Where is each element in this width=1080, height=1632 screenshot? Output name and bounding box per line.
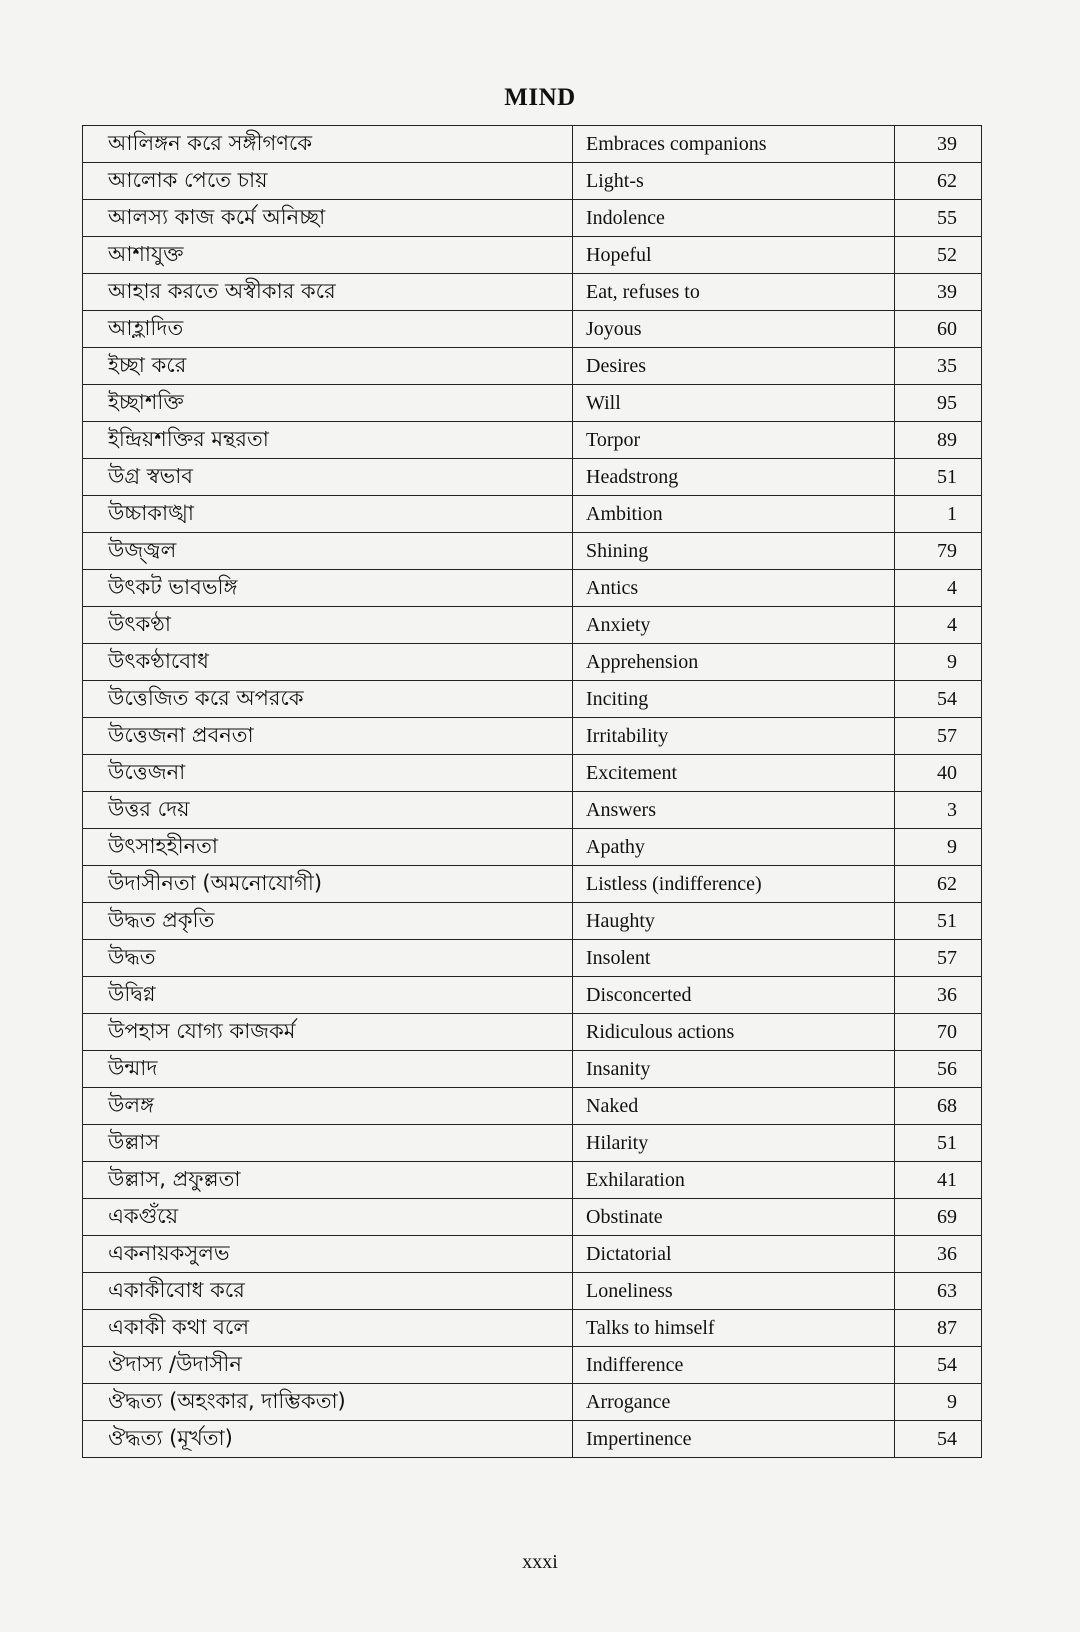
table-row xyxy=(83,385,982,422)
bengali-term-cell: উল্লাস xyxy=(83,1125,573,1162)
english-term-cell: Indifference xyxy=(573,1347,895,1384)
page-reference-cell: 79 xyxy=(895,533,982,570)
page-reference-cell: 70 xyxy=(895,1014,982,1051)
table-row xyxy=(83,570,982,607)
english-term-cell: Obstinate xyxy=(573,1199,895,1236)
page-reference-cell: 95 xyxy=(895,385,982,422)
page-reference-cell: 41 xyxy=(895,1162,982,1199)
bengali-term-cell: উলঙ্গ xyxy=(83,1088,573,1125)
table-row xyxy=(83,1310,982,1347)
table-row xyxy=(83,311,982,348)
bengali-term-cell: উদ্ধত xyxy=(83,940,573,977)
english-term-cell: Inciting xyxy=(573,681,895,718)
page-reference-cell: 1 xyxy=(895,496,982,533)
page-reference-cell: 51 xyxy=(895,459,982,496)
page-reference-cell: 3 xyxy=(895,792,982,829)
table-row xyxy=(83,866,982,903)
table-row xyxy=(83,718,982,755)
page-reference-cell: 57 xyxy=(895,718,982,755)
page-reference-cell: 89 xyxy=(895,422,982,459)
bengali-term-cell: উত্তেজনা প্রবনতা xyxy=(83,718,573,755)
bengali-term-cell: উদ্বিগ্ন xyxy=(83,977,573,1014)
bengali-term-cell: আলিঙ্গন করে সঙ্গীগণকে xyxy=(83,126,573,163)
page-reference-cell: 69 xyxy=(895,1199,982,1236)
bengali-term-cell: একাকী কথা বলে xyxy=(83,1310,573,1347)
english-term-cell: Apathy xyxy=(573,829,895,866)
page-reference-cell: 39 xyxy=(895,126,982,163)
table-row xyxy=(83,422,982,459)
page-reference-cell: 36 xyxy=(895,977,982,1014)
bengali-term-cell: ঔদ্ধত্য (মূর্খতা) xyxy=(83,1421,573,1458)
english-term-cell: Indolence xyxy=(573,200,895,237)
page-reference-cell: 36 xyxy=(895,1236,982,1273)
bengali-term-cell: উদ্ধত প্রকৃতি xyxy=(83,903,573,940)
page-reference-cell: 63 xyxy=(895,1273,982,1310)
english-term-cell: Insanity xyxy=(573,1051,895,1088)
page-reference-cell: 9 xyxy=(895,1384,982,1421)
bengali-term-cell: উৎসাহহীনতা xyxy=(83,829,573,866)
page-reference-cell: 87 xyxy=(895,1310,982,1347)
table-row xyxy=(83,1199,982,1236)
table-row xyxy=(83,200,982,237)
page-reference-cell: 40 xyxy=(895,755,982,792)
table-row xyxy=(83,533,982,570)
table-row xyxy=(83,1273,982,1310)
english-term-cell: Torpor xyxy=(573,422,895,459)
page-reference-cell: 57 xyxy=(895,940,982,977)
page-reference-cell: 60 xyxy=(895,311,982,348)
english-term-cell: Eat, refuses to xyxy=(573,274,895,311)
english-term-cell: Answers xyxy=(573,792,895,829)
bengali-term-cell: উল্লাস, প্রফুল্লতা xyxy=(83,1162,573,1199)
bengali-term-cell: উৎকট ভাবভঙ্গি xyxy=(83,570,573,607)
table-row xyxy=(83,1347,982,1384)
english-term-cell: Ridiculous actions xyxy=(573,1014,895,1051)
bengali-term-cell: উপহাস যোগ্য কাজকর্ম xyxy=(83,1014,573,1051)
english-term-cell: Irritability xyxy=(573,718,895,755)
table-row xyxy=(83,977,982,1014)
page-title: MIND xyxy=(504,84,576,111)
english-term-cell: Antics xyxy=(573,570,895,607)
bengali-term-cell: ঔদ্ধত্য (অহংকার, দাম্ভিকতা) xyxy=(83,1384,573,1421)
page-reference-cell: 56 xyxy=(895,1051,982,1088)
page-reference-cell: 39 xyxy=(895,274,982,311)
english-term-cell: Shining xyxy=(573,533,895,570)
bengali-term-cell: উন্মাদ xyxy=(83,1051,573,1088)
english-term-cell: Loneliness xyxy=(573,1273,895,1310)
table-row xyxy=(83,1384,982,1421)
table-row xyxy=(83,163,982,200)
english-term-cell: Excitement xyxy=(573,755,895,792)
english-term-cell: Naked xyxy=(573,1088,895,1125)
table-row xyxy=(83,903,982,940)
english-term-cell: Embraces companions xyxy=(573,126,895,163)
table-row xyxy=(83,1051,982,1088)
english-term-cell: Exhilaration xyxy=(573,1162,895,1199)
english-term-cell: Dictatorial xyxy=(573,1236,895,1273)
english-term-cell: Listless (indifference) xyxy=(573,866,895,903)
table-row xyxy=(83,644,982,681)
bengali-term-cell: ইচ্ছা করে xyxy=(83,348,573,385)
english-term-cell: Hilarity xyxy=(573,1125,895,1162)
english-term-cell: Anxiety xyxy=(573,607,895,644)
table-row xyxy=(83,1088,982,1125)
table-row xyxy=(83,1236,982,1273)
bengali-term-cell: আলোক পেতে চায় xyxy=(83,163,573,200)
english-term-cell: Joyous xyxy=(573,311,895,348)
table-row xyxy=(83,607,982,644)
bengali-term-cell: একাকীবোধ করে xyxy=(83,1273,573,1310)
table-row xyxy=(83,459,982,496)
english-term-cell: Talks to himself xyxy=(573,1310,895,1347)
english-term-cell: Disconcerted xyxy=(573,977,895,1014)
page-reference-cell: 9 xyxy=(895,644,982,681)
bengali-term-cell: আশাযুক্ত xyxy=(83,237,573,274)
bengali-term-cell: একগুঁয়ে xyxy=(83,1199,573,1236)
table-row xyxy=(83,348,982,385)
english-term-cell: Impertinence xyxy=(573,1421,895,1458)
english-term-cell: Insolent xyxy=(573,940,895,977)
page-reference-cell: 51 xyxy=(895,903,982,940)
page-reference-cell: 55 xyxy=(895,200,982,237)
bengali-term-cell: উজ্জ্বল xyxy=(83,533,573,570)
table-row xyxy=(83,237,982,274)
page-reference-cell: 68 xyxy=(895,1088,982,1125)
bengali-term-cell: আলস্য কাজ কর্মে অনিচ্ছা xyxy=(83,200,573,237)
table-row xyxy=(83,496,982,533)
bengali-term-cell: উৎকণ্ঠাবোধ xyxy=(83,644,573,681)
bengali-term-cell: ইন্দ্রিয়শক্তির মন্থরতা xyxy=(83,422,573,459)
english-term-cell: Ambition xyxy=(573,496,895,533)
english-term-cell: Desires xyxy=(573,348,895,385)
bengali-term-cell: ঔদাস্য /উদাসীন xyxy=(83,1347,573,1384)
table-row xyxy=(83,1014,982,1051)
bengali-term-cell: উত্তর দেয় xyxy=(83,792,573,829)
page-reference-cell: 4 xyxy=(895,607,982,644)
page-reference-cell: 51 xyxy=(895,1125,982,1162)
english-term-cell: Will xyxy=(573,385,895,422)
bengali-term-cell: উৎকণ্ঠা xyxy=(83,607,573,644)
bengali-term-cell: উচ্চাকাঙ্খা xyxy=(83,496,573,533)
table-row xyxy=(83,1162,982,1199)
bengali-term-cell: একনায়কসুলভ xyxy=(83,1236,573,1273)
table-row xyxy=(83,755,982,792)
english-term-cell: Light-s xyxy=(573,163,895,200)
english-term-cell: Arrogance xyxy=(573,1384,895,1421)
table-row xyxy=(83,1421,982,1458)
page-reference-cell: 62 xyxy=(895,866,982,903)
table-row xyxy=(83,792,982,829)
page-reference-cell: 54 xyxy=(895,681,982,718)
table-row xyxy=(83,829,982,866)
bengali-term-cell: উগ্র স্বভাব xyxy=(83,459,573,496)
bengali-term-cell: আহ্লাদিত xyxy=(83,311,573,348)
bengali-term-cell: আহার করতে অস্বীকার করে xyxy=(83,274,573,311)
bengali-term-cell: ইচ্ছাশক্তি xyxy=(83,385,573,422)
page-reference-cell: 54 xyxy=(895,1421,982,1458)
glossary-table xyxy=(82,125,982,1458)
english-term-cell: Hopeful xyxy=(573,237,895,274)
page-reference-cell: 52 xyxy=(895,237,982,274)
page-reference-cell: 62 xyxy=(895,163,982,200)
glossary-table-body xyxy=(83,126,982,1458)
bengali-term-cell: উত্তেজনা xyxy=(83,755,573,792)
table-row xyxy=(83,274,982,311)
page-reference-cell: 54 xyxy=(895,1347,982,1384)
table-row xyxy=(83,681,982,718)
table-row xyxy=(83,940,982,977)
page-number: xxxi xyxy=(522,1551,558,1573)
table-row xyxy=(83,1125,982,1162)
page-reference-cell: 4 xyxy=(895,570,982,607)
english-term-cell: Headstrong xyxy=(573,459,895,496)
english-term-cell: Haughty xyxy=(573,903,895,940)
table-row xyxy=(83,126,982,163)
bengali-term-cell: উত্তেজিত করে অপরকে xyxy=(83,681,573,718)
page-reference-cell: 35 xyxy=(895,348,982,385)
english-term-cell: Apprehension xyxy=(573,644,895,681)
bengali-term-cell: উদাসীনতা (অমনোযোগী) xyxy=(83,866,573,903)
page-reference-cell: 9 xyxy=(895,829,982,866)
